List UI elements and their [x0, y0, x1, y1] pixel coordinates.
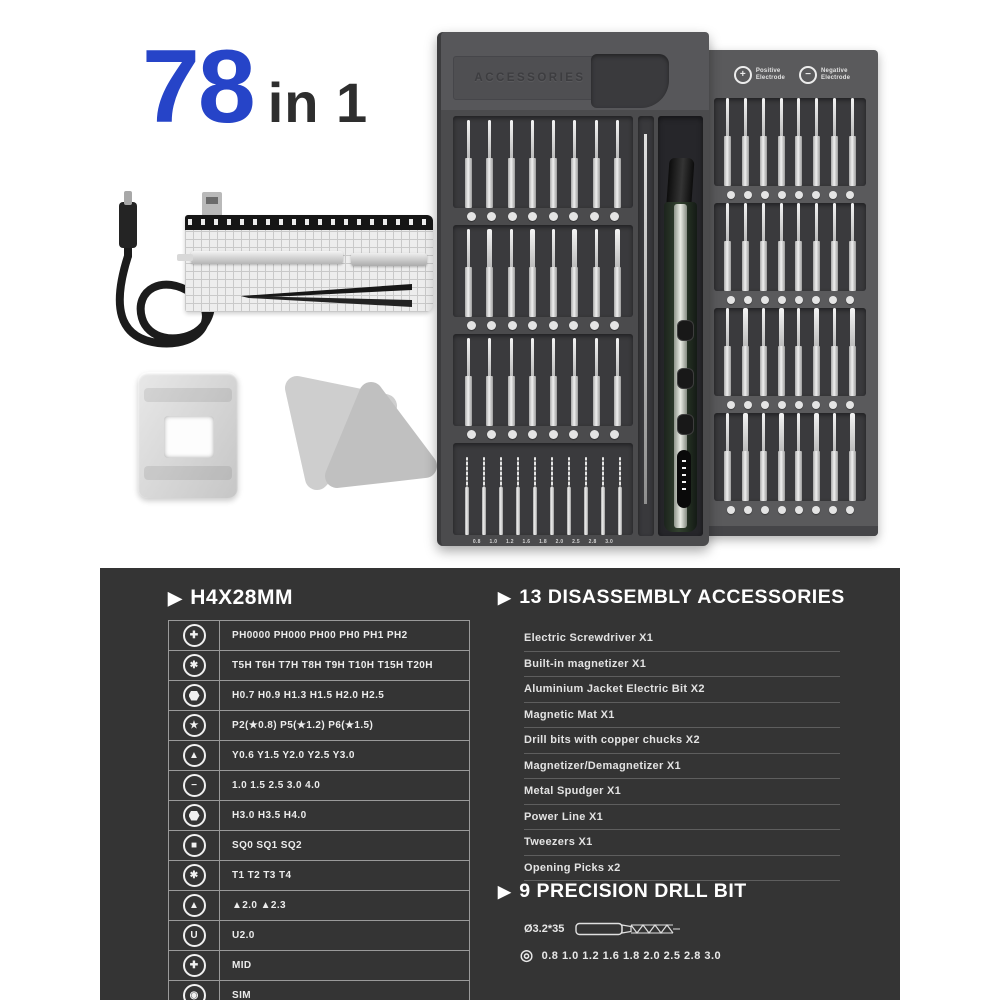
bit-label-dot [778, 401, 786, 409]
sim-icon: ◉ [183, 984, 206, 1000]
bit-label-dot [590, 430, 599, 439]
bit-row [453, 116, 633, 225]
bit-label-dot [812, 191, 820, 199]
headline [142, 28, 368, 147]
screwdriver-bit [614, 338, 621, 426]
screwdriver-bit [593, 120, 600, 208]
bit-label-dot [744, 191, 752, 199]
list-item: Magnetizer/Demagnetizer X1 [524, 754, 840, 780]
spec-row [169, 650, 469, 680]
triangle-bullet-icon: ▶ [498, 588, 512, 607]
negative-electrode: − Negative Electrode [799, 66, 850, 84]
screwdriver-bit [849, 203, 856, 291]
screwdriver-bit [465, 457, 469, 535]
spec-row [169, 770, 469, 800]
torx-security-icon: ✱ [183, 654, 206, 677]
spec-row-text: P2(★0.8) P5(★1.2) P6(★1.5) [232, 720, 374, 731]
bit-label-dot [727, 401, 735, 409]
screwdriver-bit [567, 457, 571, 535]
bit-label-dot [549, 212, 558, 221]
screwdriver-bit [593, 229, 600, 317]
list-item: Magnetic Mat X1 [524, 703, 840, 729]
screwdriver-bit [614, 229, 621, 317]
screwdriver-bit [724, 308, 731, 396]
mid-icon: ✚ [183, 954, 206, 977]
bit-label-dot [487, 321, 496, 330]
driver-chuck [666, 158, 694, 204]
electric-screwdriver [658, 116, 703, 536]
bit-row [714, 98, 866, 203]
spec-row-text: U2.0 [232, 930, 255, 941]
spec-row [169, 890, 469, 920]
mat-ruler-strip [185, 215, 433, 230]
hex-large-icon [183, 804, 206, 827]
bit-rows-left [453, 116, 633, 545]
accessories-list [524, 626, 840, 881]
spec-row-text: PH0000 PH000 PH00 PH0 PH1 PH2 [232, 630, 408, 641]
spec-row [169, 710, 469, 740]
phillips-icon: ✚ [183, 624, 206, 647]
drill-title: ▶ 9 PRECISION DRLL BIT [498, 880, 747, 902]
bit-row [714, 308, 866, 413]
screwdriver-bit [593, 338, 600, 426]
list-item: Power Line X1 [524, 805, 840, 831]
opening-picks-image [255, 362, 445, 507]
screwdriver-bit [571, 229, 578, 317]
bit-label-dot [610, 212, 619, 221]
usb-c-plug [119, 202, 137, 248]
list-item: Opening Picks x2 [524, 856, 840, 882]
screwdriver-bit [571, 338, 578, 426]
bit-label-dot [727, 191, 735, 199]
screwdriver-bit [831, 413, 838, 501]
metal-spudger-image [191, 251, 343, 264]
bit-label-dot [761, 401, 769, 409]
screwdriver-bit [724, 203, 731, 291]
bit-label-dot [812, 296, 820, 304]
screwdriver-bit [795, 308, 802, 396]
triangle-icon: ▲ [183, 894, 206, 917]
bit-label-dot [778, 296, 786, 304]
bit-label-dot [846, 401, 854, 409]
screwdriver-bit [724, 98, 731, 186]
spec-row-text: MID [232, 960, 252, 971]
screwdriver-bit [760, 98, 767, 186]
screwdriver-bit [550, 338, 557, 426]
spec-row-text: Y0.6 Y1.5 Y2.0 Y2.5 Y3.0 [232, 750, 355, 761]
screwdriver-bit [778, 203, 785, 291]
screwdriver-bit [760, 308, 767, 396]
bit-label-dot [508, 321, 517, 330]
bit-rows-right [714, 98, 866, 518]
bit-label-dot [487, 430, 496, 439]
positive-electrode: + Positive Electrode [734, 66, 785, 84]
bit-label-dot [528, 321, 537, 330]
screwdriver-bit [486, 229, 493, 317]
drill-diameter-label: Ø3.2*35 [524, 923, 565, 935]
screwdriver-bit [795, 203, 802, 291]
screwdriver-bit [742, 308, 749, 396]
bit-label-dot [795, 401, 803, 409]
electrode-labels [710, 66, 874, 84]
driver-body [664, 202, 697, 532]
ring-icon: ◎ [520, 947, 534, 964]
screwdriver-bit [486, 338, 493, 426]
bit-label-dot [727, 296, 735, 304]
screwdriver-bit [849, 413, 856, 501]
screwdriver-bit [508, 338, 515, 426]
screwdriver-bit [571, 120, 578, 208]
case-lid [441, 32, 709, 110]
bit-label-dot [846, 506, 854, 514]
screwdriver-bit [742, 203, 749, 291]
triangle-bullet-icon: ▶ [168, 588, 183, 608]
bit-label-dot [846, 191, 854, 199]
bit-label-dot [610, 430, 619, 439]
screwdriver-bit [550, 229, 557, 317]
bit-label-dot [761, 296, 769, 304]
list-item: Built-in magnetizer X1 [524, 652, 840, 678]
bit-label-dot [528, 430, 537, 439]
driver-button [677, 368, 694, 389]
bit-label-dot [727, 506, 735, 514]
spec-row-text: SQ0 SQ1 SQ2 [232, 840, 302, 851]
torx-icon: ✱ [183, 864, 206, 887]
bit-label-dot [778, 506, 786, 514]
bit-label-dot [829, 401, 837, 409]
spec-panel [100, 568, 900, 1000]
bit-label-dot [610, 321, 619, 330]
screwdriver-bit [601, 457, 605, 535]
triangle-bullet-icon: ▶ [498, 882, 512, 901]
screwdriver-bit [778, 413, 785, 501]
screwdriver-bit [724, 413, 731, 501]
spec-row-text: H3.0 H3.5 H4.0 [232, 810, 307, 821]
bit-label-dot [467, 212, 476, 221]
spec-row [169, 680, 469, 710]
tweezers-image [238, 282, 416, 310]
screwdriver-bit [465, 120, 472, 208]
screwdriver-bit [550, 457, 554, 535]
screwdriver-bit [831, 203, 838, 291]
spec-row [169, 920, 469, 950]
screwdriver-bit [529, 120, 536, 208]
screwdriver-bit [529, 338, 536, 426]
spec-row-text: 1.0 1.5 2.5 3.0 4.0 [232, 780, 321, 791]
magnetizer-image [138, 372, 238, 498]
screwdriver-bit [499, 457, 503, 535]
screwdriver-bit [795, 413, 802, 501]
list-item: Tweezers X1 [524, 830, 840, 856]
slotted-icon: − [183, 774, 206, 797]
list-item: Metal Spudger X1 [524, 779, 840, 805]
screwdriver-bit [778, 308, 785, 396]
bit-label-dot [795, 191, 803, 199]
minus-circle-icon: − [799, 66, 817, 84]
screwdriver-bit [529, 229, 536, 317]
spec-row [169, 860, 469, 890]
screwdriver-bit [533, 457, 537, 535]
bit-label-dot [569, 430, 578, 439]
spec-row [169, 740, 469, 770]
screwdriver-bit [778, 98, 785, 186]
screwdriver-bit [465, 338, 472, 426]
drill-spec-row [524, 920, 686, 938]
screwdriver-bit [508, 229, 515, 317]
u-type-icon: U [183, 924, 206, 947]
bit-label-dot [812, 506, 820, 514]
screwdriver-bit [742, 98, 749, 186]
bit-label-dot [829, 296, 837, 304]
bit-label-dot [590, 321, 599, 330]
square-icon: ■ [183, 834, 206, 857]
tripoint-icon: ▲ [183, 744, 206, 767]
bit-label-dot [528, 212, 537, 221]
list-item: Electric Screwdriver X1 [524, 626, 840, 652]
screwdriver-bit [584, 457, 588, 535]
bit-label-dot [795, 506, 803, 514]
screwdriver-bit [813, 203, 820, 291]
screwdriver-bit [486, 120, 493, 208]
spec-row [169, 950, 469, 980]
bit-label-dot [549, 321, 558, 330]
bit-label-dot [829, 506, 837, 514]
screwdriver-bit [813, 98, 820, 186]
spec-row-text: H0.7 H0.9 H1.3 H1.5 H2.0 H2.5 [232, 690, 385, 701]
screwdriver-bit [831, 308, 838, 396]
drill-sizes-row [520, 948, 721, 963]
screwdriver-bit [849, 98, 856, 186]
bit-label-dot [744, 296, 752, 304]
bit-label-dot [549, 430, 558, 439]
screwdriver-bit [482, 457, 486, 535]
screwdriver-bit [795, 98, 802, 186]
spec-row-text: T5H T6H T7H T8H T9H T10H T15H T20H [232, 660, 433, 671]
spec-row [169, 830, 469, 860]
bit-label-dot [812, 401, 820, 409]
bit-row [453, 334, 633, 443]
spec-row-text: SIM [232, 990, 251, 1000]
screwdriver-bit [760, 413, 767, 501]
screwdriver-bit [813, 308, 820, 396]
plus-circle-icon: + [734, 66, 752, 84]
bit-label-dot [487, 212, 496, 221]
spec-row [169, 800, 469, 830]
spec-table-title: ▶ H4X28MM [168, 586, 293, 609]
screwdriver-bit [742, 413, 749, 501]
bit-label-dot [744, 506, 752, 514]
pentalobe-icon: ★ [183, 714, 206, 737]
bit-label-dot [778, 191, 786, 199]
list-item: Drill bits with copper chucks X2 [524, 728, 840, 754]
headline-number: 78 [142, 29, 254, 145]
bit-label-dot [761, 191, 769, 199]
screwdriver-bit [516, 457, 520, 535]
drill-bit-icon [574, 920, 686, 938]
bit-case-left [437, 32, 709, 546]
screwdriver-bit [831, 98, 838, 186]
driver-display [677, 450, 691, 508]
screwdriver-bit [618, 457, 622, 535]
bit-row [714, 203, 866, 308]
bit-label-dot [467, 430, 476, 439]
screwdriver-bit [550, 120, 557, 208]
bit-label-dot [467, 321, 476, 330]
accessories-title: ▶ 13 DISASSEMBLY ACCESSORIES [498, 586, 845, 608]
spudger-slot [638, 116, 654, 536]
spec-row [169, 621, 469, 650]
driver-button [677, 414, 694, 435]
spec-row-text: T1 T2 T3 T4 [232, 870, 292, 881]
screwdriver-bit [813, 413, 820, 501]
bit-label-dot [569, 212, 578, 221]
screwdriver-bit [508, 120, 515, 208]
drill-size-labels: 0.8 1.0 1.2 1.6 1.8 2.0 2.5 2.8 3.0 [472, 539, 614, 545]
spec-row [169, 980, 469, 1000]
lid-label: ACCESSORIES [474, 72, 586, 84]
drill-sizes-values: 0.8 1.0 1.2 1.6 1.8 2.0 2.5 2.8 3.0 [541, 949, 722, 962]
screwdriver-bit [849, 308, 856, 396]
bit-panel-right [702, 50, 878, 536]
bit-row [714, 413, 866, 518]
bit-spec-table [168, 620, 470, 1000]
bit-label-dot [795, 296, 803, 304]
drill-bit-row [453, 443, 633, 535]
hex-icon [183, 684, 206, 707]
spec-row-text: ▲2.0 ▲2.3 [232, 900, 286, 911]
driver-button [677, 320, 694, 341]
bit-row [453, 225, 633, 334]
bit-label-dot [744, 401, 752, 409]
screwdriver-bit [614, 120, 621, 208]
lid-notch [591, 54, 669, 108]
bit-label-dot [829, 191, 837, 199]
screwdriver-bit [760, 203, 767, 291]
headline-suffix: in 1 [267, 71, 369, 134]
bit-label-dot [846, 296, 854, 304]
magnetizer-hole [164, 416, 214, 458]
screwdriver-bit [465, 229, 472, 317]
list-item: Aluminium Jacket Electric Bit X2 [524, 677, 840, 703]
lid-accessories-bar [453, 56, 607, 100]
bit-label-dot [761, 506, 769, 514]
bit-label-dot [508, 212, 517, 221]
bit-label-dot [590, 212, 599, 221]
metal-bar-image [351, 253, 427, 266]
bit-label-dot [508, 430, 517, 439]
bit-label-dot [569, 321, 578, 330]
